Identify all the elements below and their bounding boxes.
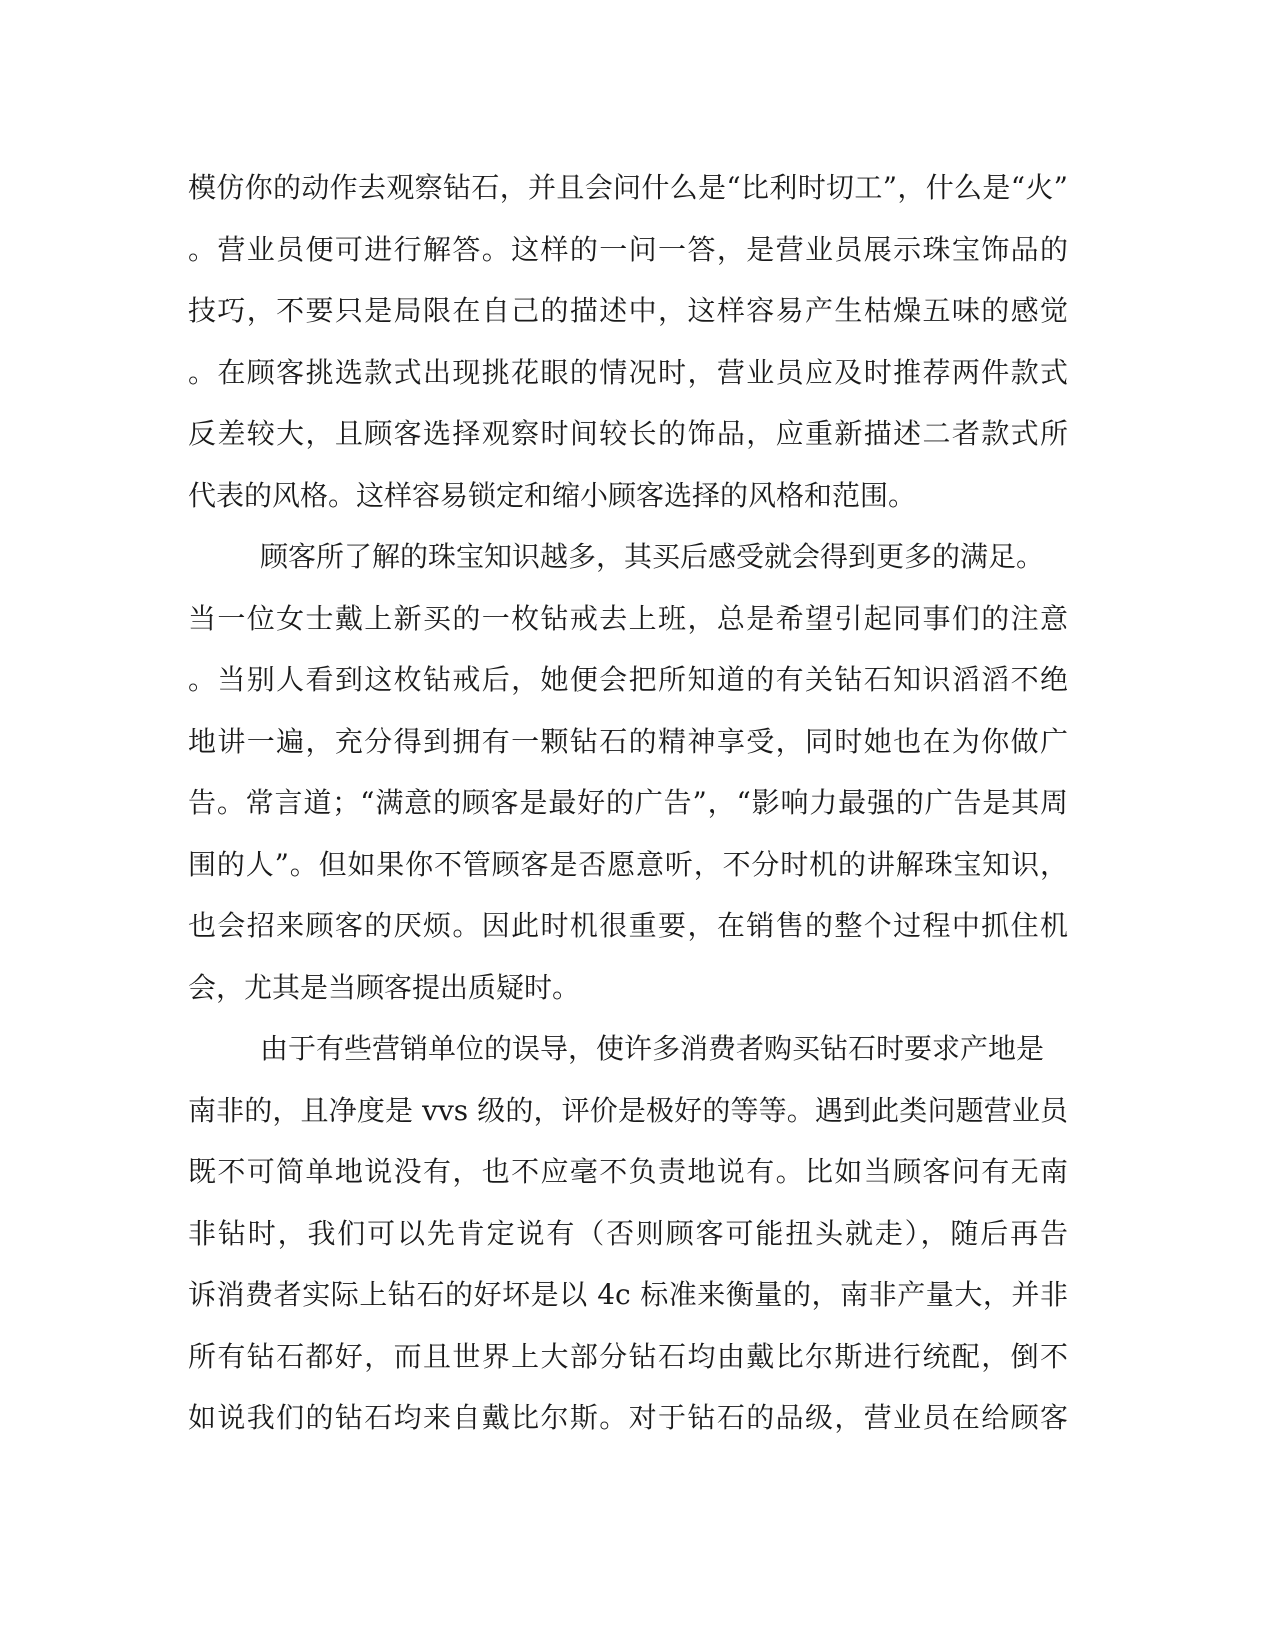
text-line: 。当别人看到这枚钻戒后，她便会把所知道的有关钻石知识滔滔不绝 (188, 663, 1068, 696)
paragraph-3 (188, 1018, 1068, 1449)
text-line: 非钻时，我们可以先肯定说有（否则顾客可能扭头就走），随后再告 (188, 1216, 1068, 1250)
text-line: 技巧，不要只是局限在自己的描述中，这样容易产生枯燥五味的感觉 (188, 294, 1068, 327)
text-line: 所有钻石都好，而且世界上大部分钻石均由戴比尔斯进行统配，倒不 (188, 1339, 1068, 1373)
text-line: 当一位女士戴上新买的一枚钻戒去上班，总是希望引起同事们的注意 (188, 601, 1068, 635)
text-line: 既不可简单地说没有，也不应毫不负责地说有。比如当顾客问有无南 (188, 1155, 1068, 1188)
text-line: 南非的，且净度是 vvs 级的，评价是极好的等等。遇到此类问题营业员 (188, 1093, 1068, 1127)
text-line: 顾客所了解的珠宝知识越多，其买后感受就会得到更多的满足。 (260, 540, 1045, 573)
text-line: 。在顾客挑选款式出现挑花眼的情况时，营业员应及时推荐两件款式 (188, 355, 1068, 389)
text-line: 由于有些营销单位的误导，使许多消费者购买钻石时要求产地是 (260, 1032, 1045, 1065)
text-line: 。营业员便可进行解答。这样的一问一答，是营业员展示珠宝饰品的 (188, 232, 1068, 266)
body-text (188, 157, 1068, 1449)
text-line: 诉消费者实际上钻石的好坏是以 4c 标准来衡量的，南非产量大，并非 (188, 1278, 1068, 1311)
text-line: 反差较大，且顾客选择观察时间较长的饰品，应重新描述二者款式所 (188, 417, 1068, 450)
text-line: 地讲一遍，充分得到拥有一颗钻石的精神享受，同时她也在为你做广 (188, 724, 1068, 758)
text-line: 会，尤其是当顾客提出质疑时。 (188, 970, 581, 1004)
text-line: 代表的风格。这样容易锁定和缩小顾客选择的风格和范围。 (188, 478, 917, 512)
text-line: 模仿你的动作去观察钻石，并且会问什么是“比利时切工”，什么是“火” (188, 171, 1068, 204)
text-line: 围的人”。但如果你不管顾客是否愿意听，不分时机的讲解珠宝知识， (188, 847, 1068, 881)
text-line: 如说我们的钻石均来自戴比尔斯。对于钻石的品级，营业员在给顾客 (188, 1401, 1068, 1434)
text-line: 告。常言道；“满意的顾客是最好的广告”，“影响力最强的广告是其周 (188, 786, 1068, 819)
paragraph-1 (188, 157, 1068, 526)
text-line: 也会招来顾客的厌烦。因此时机很重要，在销售的整个过程中抓住机 (188, 909, 1068, 942)
paragraph-2 (188, 526, 1068, 1018)
